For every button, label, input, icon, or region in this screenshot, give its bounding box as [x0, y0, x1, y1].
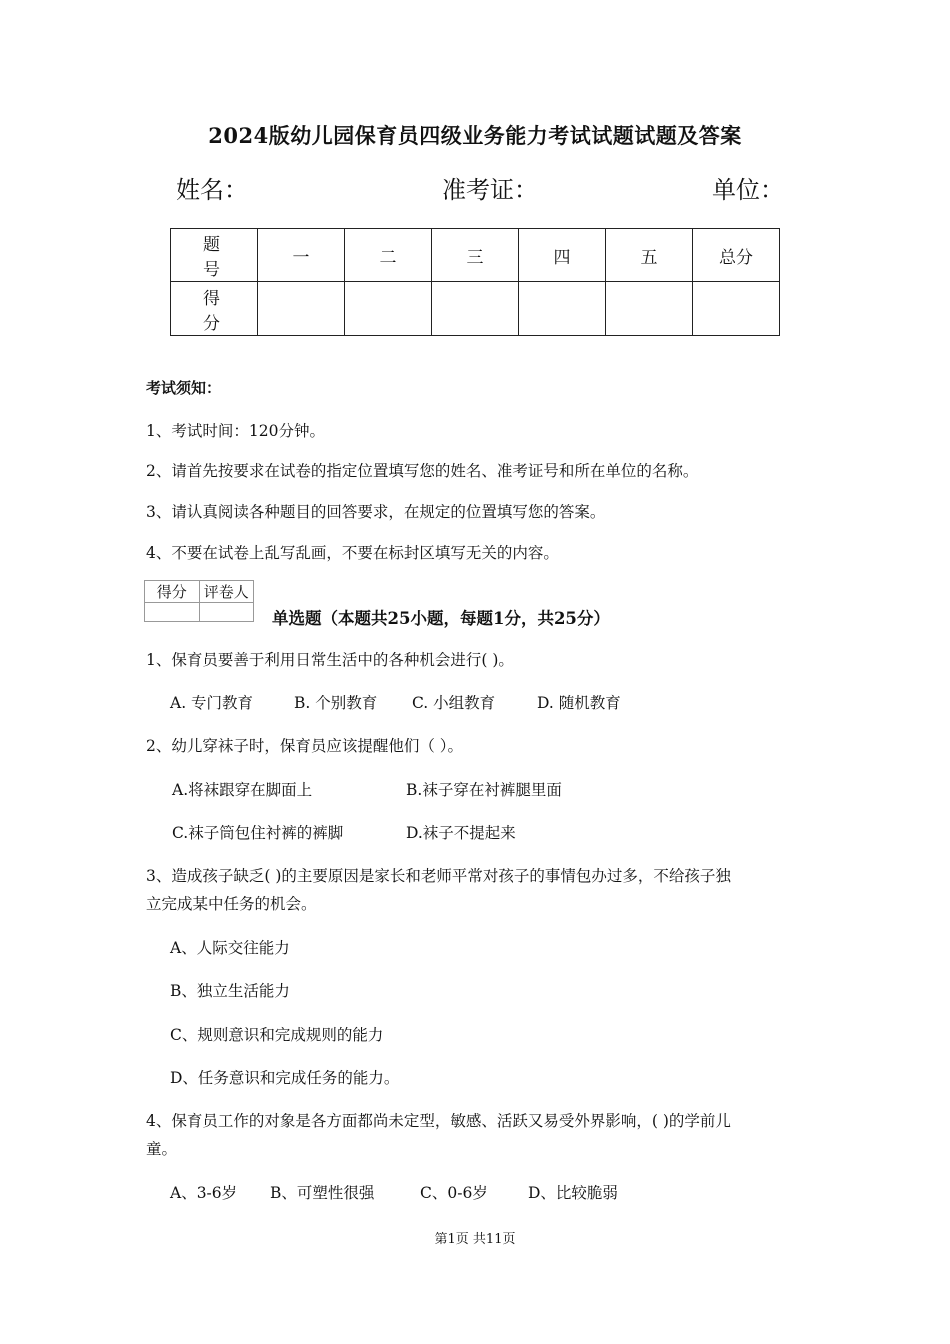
score-cell-3[interactable]	[432, 282, 519, 336]
question-3-stem-line-2: 立完成某中任务的机会。	[146, 895, 317, 913]
section-5-header: 五	[606, 229, 693, 282]
grader-table	[144, 580, 254, 622]
notice-item-3: 3、请认真阅读各种题目的回答要求，在规定的位置填写您的答案。	[146, 503, 606, 521]
grader-reviewer-cell[interactable]	[199, 603, 254, 622]
question-4-stem-line-2: 童。	[146, 1140, 178, 1158]
notice-item-1: 1、考试时间：120分钟。	[146, 422, 325, 440]
question-4-option-c: C、0-6岁	[420, 1184, 488, 1202]
question-1-option-c: C. 小组教育	[412, 694, 496, 712]
score-table-score-row	[171, 282, 780, 336]
question-3-option-b: B、独立生活能力	[170, 982, 290, 1000]
notice-title: 考试须知：	[146, 379, 222, 397]
score-cell-5[interactable]	[606, 282, 693, 336]
question-2-option-d: D.袜子不提起来	[406, 824, 516, 842]
score-cell-2[interactable]	[345, 282, 432, 336]
name-label: 姓名：	[176, 176, 248, 204]
question-4-option-a: A、3-6岁	[170, 1184, 238, 1202]
unit-label: 单位：	[712, 176, 784, 204]
question-2-option-c: C.袜子筒包住衬裤的裤脚	[172, 824, 344, 842]
question-3-option-c: C、规则意识和完成规则的能力	[170, 1026, 384, 1044]
grader-score-label: 得分	[145, 581, 200, 603]
section-title: 单选题（本题共25小题，每题1分，共25分）	[272, 609, 610, 628]
score-cell-4[interactable]	[519, 282, 606, 336]
question-1-option-a: A. 专门教育	[170, 694, 254, 712]
score-table-header-row	[171, 229, 780, 282]
question-1-stem: 1、保育员要善于利用日常生活中的各种机会进行( )。	[146, 651, 514, 669]
notice-item-4: 4、不要在试卷上乱写乱画，不要在标封区填写无关的内容。	[146, 544, 559, 562]
question-3-option-d: D、任务意识和完成任务的能力。	[170, 1069, 400, 1087]
section-1-header: 一	[258, 229, 345, 282]
question-2-option-a: A.将袜跟穿在脚面上	[172, 781, 313, 799]
score-cell-total[interactable]	[693, 282, 780, 336]
question-2-stem: 2、幼儿穿袜子时，保育员应该提醒他们（ ）。	[146, 737, 464, 755]
page-title: 2024版幼儿园保育员四级业务能力考试试题试题及答案	[208, 123, 742, 148]
score-row-label: 得 分	[171, 282, 258, 336]
question-3-stem-line-1: 3、造成孩子缺乏( )的主要原因是家长和老师平常对孩子的事情包办过多，不给孩子独	[146, 867, 731, 885]
score-table	[170, 228, 780, 336]
score-cell-1[interactable]	[258, 282, 345, 336]
question-4-option-b: B、可塑性很强	[270, 1184, 375, 1202]
question-2-option-b: B.袜子穿在衬裤腿里面	[406, 781, 562, 799]
section-2-header: 二	[345, 229, 432, 282]
question-4-stem-line-1: 4、保育员工作的对象是各方面都尚未定型，敏感、活跃又易受外界影响，( )的学前儿	[146, 1112, 731, 1130]
exam-number-label: 准考证：	[442, 176, 538, 204]
notice-item-2: 2、请首先按要求在试卷的指定位置填写您的姓名、准考证号和所在单位的名称。	[146, 462, 699, 480]
total-header: 总分	[693, 229, 780, 282]
grader-reviewer-label: 评卷人	[199, 581, 254, 603]
section-4-header: 四	[519, 229, 606, 282]
grader-score-cell[interactable]	[145, 603, 200, 622]
question-1-option-d: D. 随机教育	[537, 694, 621, 712]
question-4-option-d: D、比较脆弱	[528, 1184, 618, 1202]
question-number-header: 题 号	[171, 229, 258, 282]
question-1-option-b: B. 个别教育	[294, 694, 378, 712]
page-footer: 第1页 共11页	[434, 1232, 516, 1247]
section-3-header: 三	[432, 229, 519, 282]
question-3-option-a: A、人际交往能力	[170, 939, 290, 957]
